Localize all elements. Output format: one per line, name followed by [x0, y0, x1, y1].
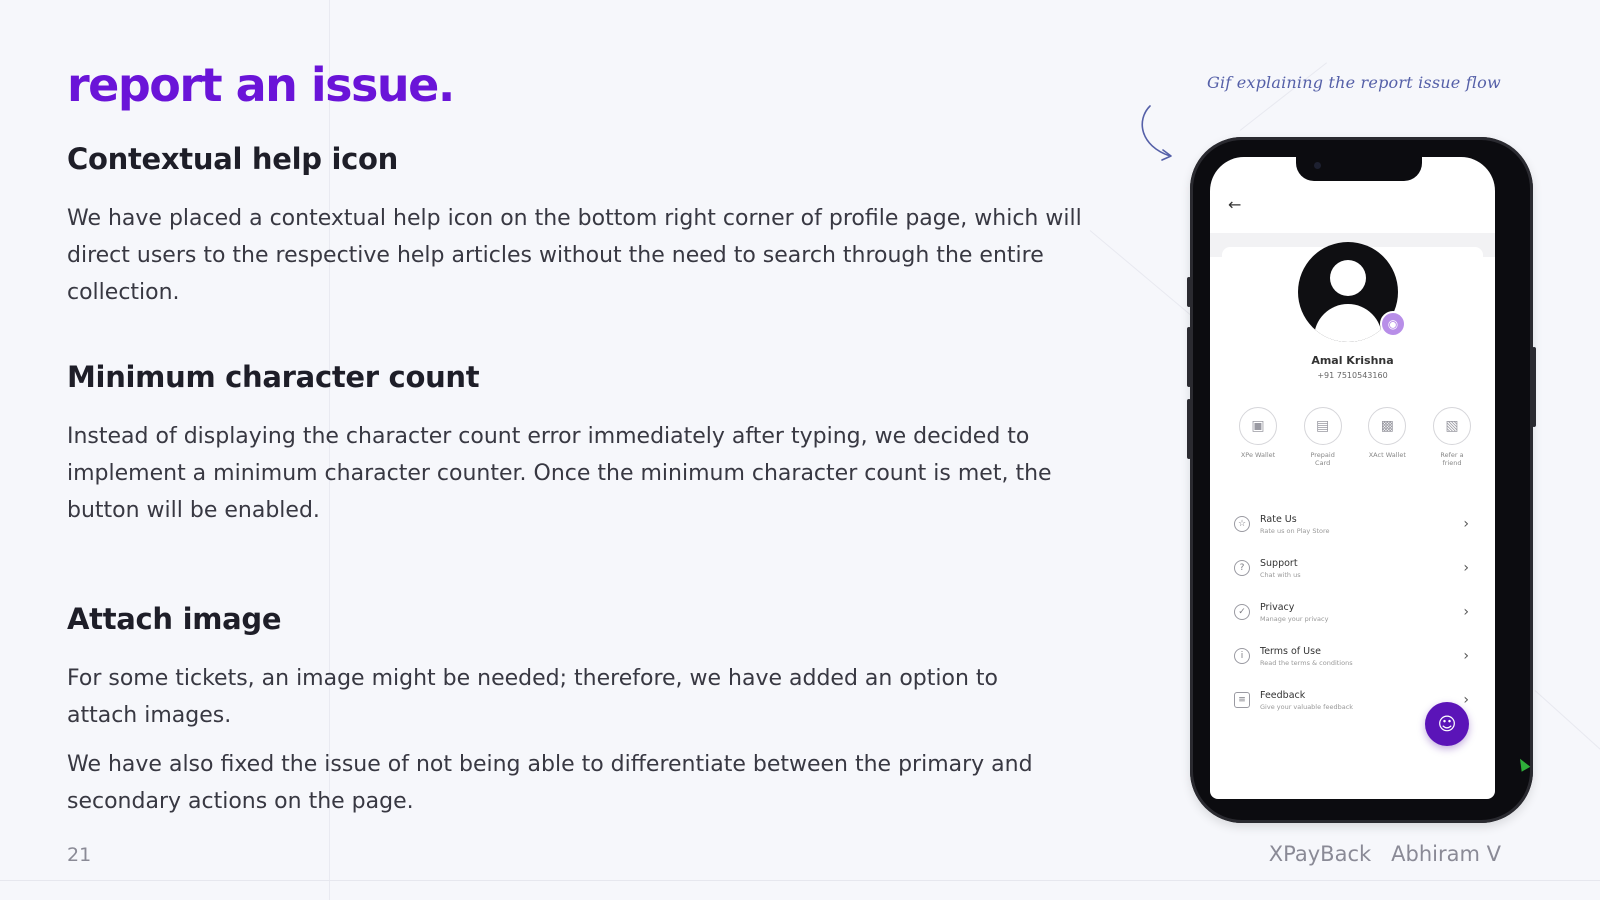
menu-item-text	[1260, 602, 1463, 623]
card-icon: ▤	[1304, 407, 1342, 445]
menu-item-title: Privacy	[1260, 601, 1295, 613]
camera-icon[interactable]: ◉	[1380, 311, 1406, 337]
page-number: 21	[67, 844, 92, 866]
quick-action-label: XAct Wallet	[1368, 451, 1406, 459]
shield-icon: ✓	[1234, 604, 1250, 620]
quick-action-prepaid-card[interactable]	[1295, 407, 1351, 467]
section-heading: Minimum character count	[67, 360, 480, 394]
menu-item-support[interactable]	[1234, 546, 1469, 590]
chevron-right-icon: ›	[1463, 516, 1469, 532]
help-support-button[interactable]	[1425, 702, 1469, 746]
headset-icon: ☺	[1437, 713, 1457, 735]
avatar-head	[1330, 260, 1366, 296]
profile-name: Amal Krishna	[1311, 354, 1394, 367]
wallet-icon: ▣	[1239, 407, 1277, 445]
decor-line	[1535, 690, 1600, 751]
arrow-left-icon[interactable]: ←	[1228, 195, 1242, 214]
menu-item-subtitle: Give your valuable feedback	[1260, 702, 1354, 711]
guide-line-horizontal	[0, 880, 1600, 881]
gift-icon: ▧	[1433, 407, 1471, 445]
menu-item-subtitle: Manage your privacy	[1260, 614, 1329, 623]
menu-item-subtitle: Chat with us	[1260, 570, 1301, 579]
section-min-char-count	[67, 360, 1127, 529]
chevron-right-icon: ›	[1463, 604, 1469, 620]
footer-author: Abhiram V	[1391, 842, 1501, 866]
menu-item-rate-us[interactable]	[1234, 502, 1469, 546]
section-paragraph: Instead of displaying the character count error immediately after typing, we decided to implement a minimum character counter. Once the minimum character count is met, the button will be enabled.	[67, 424, 1052, 523]
section-paragraph: We have also fixed the issue of not being able to differentiate between the primary and secondary actions on the page.	[67, 752, 1033, 814]
quick-action-label: Refer a friend	[1440, 451, 1464, 467]
section-paragraph: We have placed a contextual help icon on the bottom right corner of profile page, which will direct users to the respective help articles without the need to search through the entire collection.	[67, 206, 1082, 305]
menu-item-terms[interactable]	[1234, 634, 1469, 678]
quick-actions	[1230, 407, 1480, 467]
profile-phone: +91 7510543160	[1317, 371, 1388, 380]
feedback-icon: ≡	[1234, 692, 1250, 708]
menu-item-privacy[interactable]	[1234, 590, 1469, 634]
menu-item-text	[1260, 646, 1463, 667]
menu-item-title: Rate Us	[1260, 513, 1297, 525]
menu-item-title: Feedback	[1260, 689, 1306, 701]
quick-action-xpe-wallet[interactable]	[1230, 407, 1286, 467]
chevron-right-icon: ›	[1463, 692, 1469, 708]
menu-item-title: Terms of Use	[1260, 645, 1321, 657]
menu-item-title: Support	[1260, 557, 1298, 569]
phone-side-button	[1532, 347, 1536, 427]
section-heading: Attach image	[67, 602, 282, 636]
phone-side-button	[1187, 399, 1191, 459]
footer-brand: XPayBack	[1268, 842, 1372, 866]
phone-side-button	[1187, 277, 1191, 307]
menu-item-text	[1260, 558, 1463, 579]
menu-item-subtitle: Rate us on Play Store	[1260, 526, 1330, 535]
quick-action-xact-wallet[interactable]	[1359, 407, 1415, 467]
star-icon: ☆	[1234, 516, 1250, 532]
phone-notch	[1296, 157, 1422, 181]
section-attach-image	[67, 602, 1127, 820]
chevron-right-icon: ›	[1463, 648, 1469, 664]
wallet-alt-icon: ▩	[1368, 407, 1406, 445]
section-contextual-help	[67, 142, 1127, 311]
chevron-right-icon: ›	[1463, 560, 1469, 576]
quick-action-label: Prepaid Card	[1310, 451, 1335, 467]
info-icon: i	[1234, 648, 1250, 664]
footer	[1269, 842, 1501, 866]
question-icon: ?	[1234, 560, 1250, 576]
section-heading: Contextual help icon	[67, 142, 399, 176]
quick-action-label: XPe Wallet	[1240, 451, 1276, 459]
section-paragraph: For some tickets, an image might be needed; therefore, we have added an option to attach images.	[67, 666, 998, 728]
phone-mockup	[1190, 137, 1533, 823]
quick-action-refer-friend[interactable]	[1424, 407, 1480, 467]
avatar-body	[1314, 304, 1382, 342]
slide-title: report an issue.	[67, 58, 454, 112]
profile-menu	[1234, 502, 1469, 722]
gif-annotation: Gif explaining the report issue flow	[1207, 73, 1501, 92]
camera-dot	[1314, 162, 1321, 169]
curved-arrow-icon	[1138, 102, 1178, 164]
phone-screen	[1210, 157, 1495, 799]
menu-item-subtitle: Read the terms & conditions	[1260, 658, 1353, 667]
menu-item-text	[1260, 514, 1463, 535]
phone-side-button	[1187, 327, 1191, 387]
